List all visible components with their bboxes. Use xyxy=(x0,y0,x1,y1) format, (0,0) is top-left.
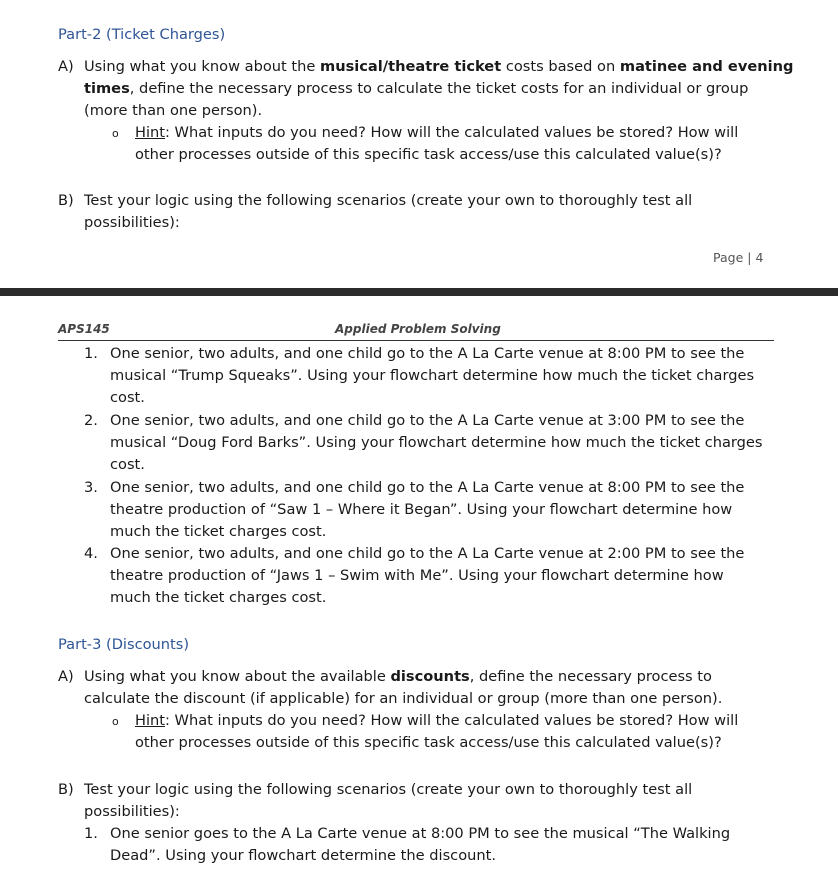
bold-text: matinee and evening xyxy=(619,58,794,75)
part3-heading: Part-3 (Discounts) xyxy=(58,636,190,653)
part2-b-marker: B) xyxy=(58,192,74,209)
text-span: , define the necessary process to xyxy=(469,668,712,685)
scenario-line: musical “Doug Ford Barks”. Using your flowchart determine how much the ticket charges xyxy=(110,434,763,451)
hollow-bullet-icon: o xyxy=(112,715,119,728)
bold-text: musical/theatre ticket xyxy=(319,58,502,75)
scenario-num: 2. xyxy=(84,412,98,429)
scenario-line: theatre production of “Saw 1 – Where it Began”. Using your flowchart determine how xyxy=(110,501,733,518)
text-span: costs based on xyxy=(501,58,620,75)
hint-label: Hint xyxy=(135,124,165,141)
part3-hint-line2: other processes outside of this specific task access/use this calculated value(s)? xyxy=(135,734,722,751)
part2-a-marker: A) xyxy=(58,58,74,75)
page-break xyxy=(0,288,838,296)
part3-hint-line1 xyxy=(135,710,738,732)
part2-a-line3: (more than one person). xyxy=(84,102,263,119)
bold-text: times xyxy=(84,80,130,97)
hollow-bullet-icon: o xyxy=(112,127,119,140)
part2-a-line1 xyxy=(84,56,793,78)
part2-b-line1: Test your logic using the following scenarios (create your own to thoroughly test all xyxy=(84,192,693,209)
part2-heading: Part-2 (Ticket Charges) xyxy=(58,26,226,43)
scenario-line: cost. xyxy=(110,456,145,473)
scenario-num: 4. xyxy=(84,545,98,562)
bold-text: discounts xyxy=(390,668,470,685)
discount-scenario-num: 1. xyxy=(84,825,98,842)
part3-b-line2: possibilities): xyxy=(84,803,180,820)
page-number-value: 4 xyxy=(755,250,764,265)
part2-hint-line1 xyxy=(135,122,738,144)
part3-a-line1 xyxy=(84,666,712,688)
header-course-code: APS145 xyxy=(58,322,110,336)
part3-a-line2: calculate the discount (if applicable) for an individual or group (more than one person). xyxy=(84,690,723,707)
header-course-title: Applied Problem Solving xyxy=(335,322,501,336)
discount-scenario-line: Dead”. Using your flowchart determine the discount. xyxy=(110,847,496,864)
scenario-line: musical “Trump Squeaks”. Using your flowchart determine how much the ticket charges xyxy=(110,367,755,384)
page-gap xyxy=(0,296,838,316)
scenario-line: One senior, two adults, and one child go to the A La Carte venue at 2:00 PM to see the xyxy=(110,545,745,562)
part2-a-line2 xyxy=(84,78,748,100)
page-number xyxy=(713,250,763,265)
scenario-line: theatre production of “Jaws 1 – Swim with Me”. Using your flowchart determine how xyxy=(110,567,724,584)
page-separator: | xyxy=(747,250,752,265)
scenario-num: 3. xyxy=(84,479,98,496)
text-span: : What inputs do you need? How will the calculated values be stored? How will xyxy=(165,124,739,141)
text-span: , define the necessary process to calculate the ticket costs for an individual or group xyxy=(129,80,749,97)
hint-label: Hint xyxy=(135,712,165,729)
scenario-line: One senior, two adults, and one child go to the A La Carte venue at 3:00 PM to see the xyxy=(110,412,745,429)
part2-hint-line2: other processes outside of this specific task access/use this calculated value(s)? xyxy=(135,146,722,163)
text-span: : What inputs do you need? How will the calculated values be stored? How will xyxy=(165,712,739,729)
part2-b-line2: possibilities): xyxy=(84,214,180,231)
scenario-line: cost. xyxy=(110,389,145,406)
scenario-line: much the ticket charges cost. xyxy=(110,589,327,606)
part3-a-marker: A) xyxy=(58,668,74,685)
scenario-line: much the ticket charges cost. xyxy=(110,523,327,540)
header-rule xyxy=(58,340,774,341)
text-span: Using what you know about the xyxy=(84,58,320,75)
scenario-line: One senior, two adults, and one child go to the A La Carte venue at 8:00 PM to see the xyxy=(110,479,745,496)
page-label: Page xyxy=(713,250,744,265)
discount-scenario-line: One senior goes to the A La Carte venue at 8:00 PM to see the musical “The Walking xyxy=(110,825,731,842)
scenario-line: One senior, two adults, and one child go to the A La Carte venue at 8:00 PM to see the xyxy=(110,345,745,362)
part3-b-line1: Test your logic using the following scenarios (create your own to thoroughly test all xyxy=(84,781,693,798)
scenario-num: 1. xyxy=(84,345,98,362)
part3-b-marker: B) xyxy=(58,781,74,798)
text-span: Using what you know about the available xyxy=(84,668,391,685)
